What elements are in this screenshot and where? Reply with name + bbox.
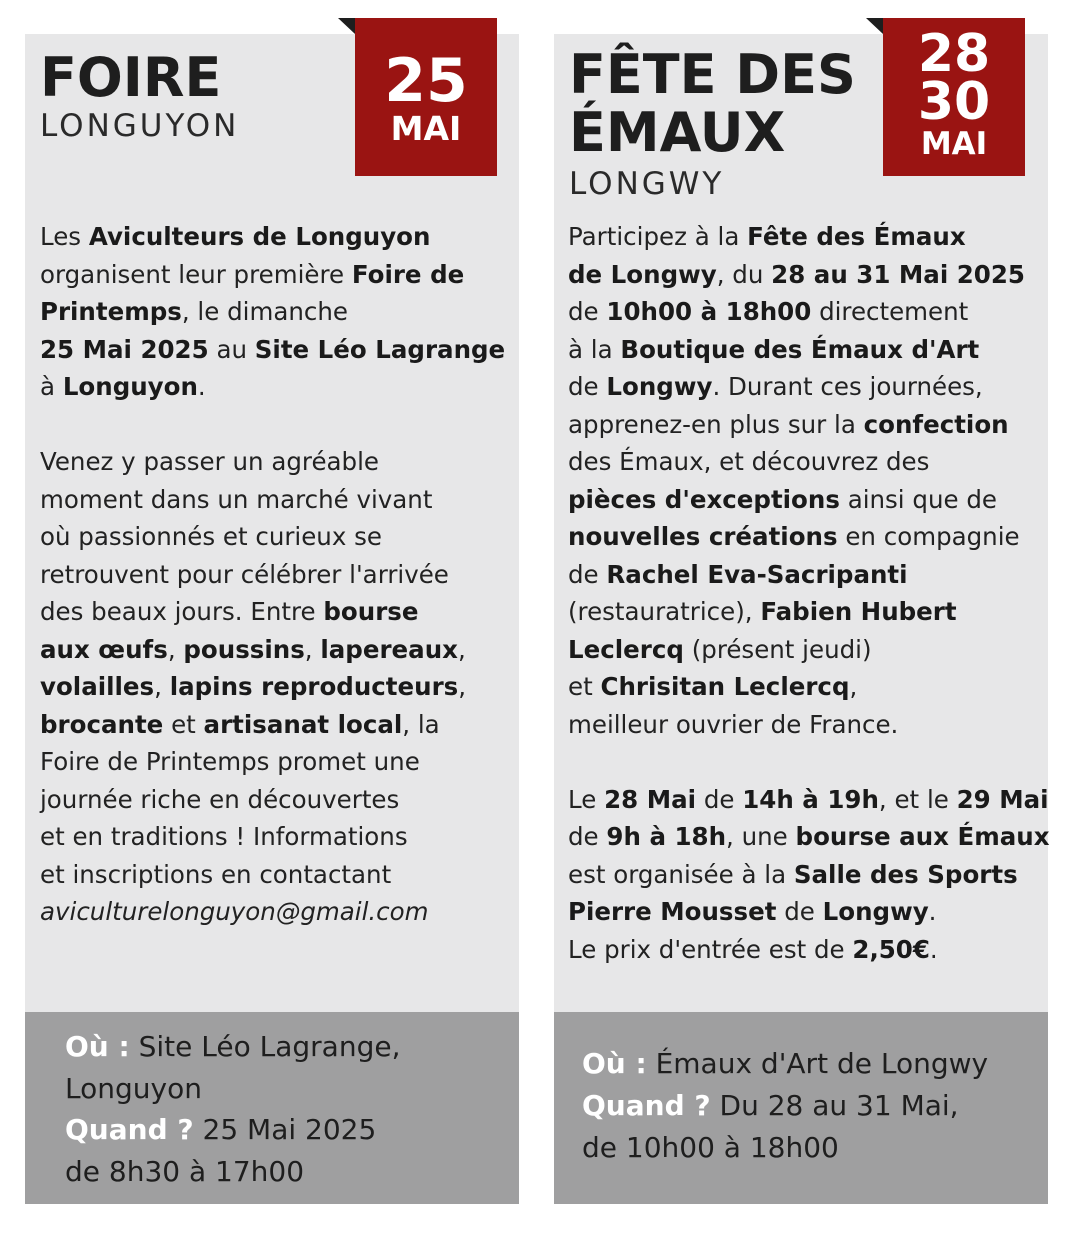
text-run: (restauratrice), bbox=[568, 597, 761, 626]
bold-text: Pierre Mousset bbox=[568, 897, 777, 926]
description-line bbox=[40, 518, 505, 556]
text-run: et en traditions ! Informations bbox=[40, 822, 408, 851]
description-line bbox=[40, 218, 505, 256]
bold-text: 14h à 19h bbox=[742, 784, 879, 814]
text-run: , bbox=[167, 634, 184, 664]
description-line bbox=[40, 818, 505, 856]
text-run: apprenez-en plus sur la bbox=[568, 409, 864, 439]
description-line bbox=[568, 668, 1050, 706]
description-line bbox=[40, 706, 505, 744]
where-row bbox=[65, 1026, 509, 1109]
bold-text: Boutique des Émaux d'Art bbox=[620, 334, 980, 364]
text-run: de bbox=[696, 784, 743, 814]
bold-text: Fabien Hubert bbox=[760, 597, 957, 626]
badge-month: MAI bbox=[390, 109, 462, 148]
description-line bbox=[40, 593, 505, 631]
text-run: de bbox=[568, 372, 607, 401]
when-value-line2: de 10h00 à 18h00 bbox=[582, 1130, 839, 1164]
description-line bbox=[568, 443, 1050, 481]
description-line bbox=[568, 593, 1050, 631]
where-value: Site Léo Lagrange, bbox=[138, 1030, 401, 1063]
text-run: de bbox=[568, 559, 607, 589]
description-line bbox=[568, 331, 1050, 369]
event-description bbox=[40, 218, 505, 931]
bold-text: 29 Mai bbox=[956, 784, 1049, 814]
when-value: Du 28 au 31 Mai, bbox=[719, 1089, 959, 1122]
bold-text: lapins reproducteurs bbox=[169, 672, 459, 701]
description-line bbox=[568, 781, 1050, 819]
bold-text: Aviculteurs de Longuyon bbox=[88, 222, 431, 251]
text-run: des beaux jours. Entre bbox=[40, 597, 324, 626]
description-line bbox=[568, 518, 1050, 556]
bold-text: 2,50€ bbox=[852, 934, 930, 964]
badge-corner-fold bbox=[338, 18, 355, 34]
text-run: en compagnie bbox=[837, 522, 1020, 551]
bold-text: volailles bbox=[40, 672, 155, 701]
event-title bbox=[569, 43, 856, 164]
date-badge bbox=[355, 18, 497, 176]
text-run: et bbox=[568, 672, 601, 701]
bold-text: Salle des Sports bbox=[793, 859, 1018, 889]
text-run: , le dimanche bbox=[181, 297, 348, 326]
text-run: . bbox=[928, 897, 937, 926]
text-run: au bbox=[208, 334, 255, 364]
description-line bbox=[40, 368, 505, 406]
event-location-subtitle: LONGWY bbox=[569, 166, 725, 202]
text-run: directement bbox=[811, 297, 969, 326]
text-run: de bbox=[568, 297, 607, 326]
description-line bbox=[568, 556, 1050, 594]
bold-text: poussins bbox=[183, 634, 305, 664]
text-run: est organisée à la bbox=[568, 859, 794, 889]
text-run: de bbox=[776, 897, 823, 926]
description-line bbox=[40, 443, 505, 481]
bold-text: confection bbox=[863, 409, 1009, 439]
when-row bbox=[65, 1109, 509, 1192]
description-line bbox=[40, 556, 505, 594]
description-line bbox=[40, 668, 505, 706]
bold-text: Fête des Émaux bbox=[747, 222, 966, 251]
text-run: organisent leur première bbox=[40, 259, 352, 289]
where-value: Émaux d'Art de Longwy bbox=[655, 1047, 989, 1080]
description-line bbox=[40, 293, 505, 331]
text-run: à bbox=[40, 372, 63, 401]
text-run: . Durant ces journées, bbox=[712, 372, 983, 401]
when-value: 25 Mai 2025 bbox=[202, 1113, 377, 1146]
text-run: des Émaux, et découvrez des bbox=[568, 447, 930, 476]
description-paragraph bbox=[568, 218, 1050, 743]
description-line bbox=[568, 256, 1050, 294]
description-line bbox=[40, 631, 505, 669]
text-run: . bbox=[929, 934, 938, 964]
badge-month: MAI bbox=[920, 126, 988, 162]
event-card-body bbox=[25, 34, 519, 1012]
text-run: , bbox=[304, 634, 321, 664]
text-run: retrouvent pour célébrer l'arrivée bbox=[40, 559, 449, 589]
bold-text: Longwy bbox=[606, 372, 713, 401]
event-card-fete-des-emaux bbox=[554, 24, 1050, 1204]
text-run: , bbox=[458, 672, 467, 701]
text-run: moment dans un marché vivant bbox=[40, 484, 433, 514]
when-label: Quand ? bbox=[582, 1089, 711, 1122]
bold-text: pièces d'exceptions bbox=[568, 484, 840, 514]
date-badge bbox=[883, 18, 1025, 176]
description-line bbox=[40, 893, 505, 931]
text-run: où passionnés et curieux se bbox=[40, 522, 382, 551]
text-run: de bbox=[568, 822, 607, 851]
description-line bbox=[40, 743, 505, 781]
description-line bbox=[40, 331, 505, 369]
text-run: journée riche en découvertes bbox=[40, 784, 400, 814]
event-location-subtitle: LONGUYON bbox=[40, 108, 240, 144]
bold-text: 28 au 31 Mai 2025 bbox=[771, 259, 1025, 289]
event-info-footer bbox=[554, 1012, 1048, 1204]
text-run: et bbox=[163, 709, 204, 739]
description-line bbox=[40, 781, 505, 819]
where-row bbox=[582, 1043, 1038, 1085]
text-run: , et le bbox=[878, 784, 957, 814]
text-run: , bbox=[457, 634, 466, 664]
bold-text: 28 Mai bbox=[604, 784, 697, 814]
event-title-line: FÊTE DES bbox=[569, 43, 856, 106]
event-info-footer bbox=[25, 1012, 519, 1204]
description-line bbox=[568, 818, 1050, 856]
text-run: meilleur ouvrier de France. bbox=[568, 709, 899, 739]
bold-text: Site Léo Lagrange bbox=[254, 334, 506, 364]
bold-text: 9h à 18h bbox=[606, 822, 727, 851]
description-line bbox=[568, 293, 1050, 331]
bold-text: Rachel Eva-Sacripanti bbox=[606, 559, 908, 589]
description-line bbox=[568, 481, 1050, 519]
text-run: à la bbox=[568, 334, 621, 364]
where-label: Où : bbox=[65, 1030, 130, 1063]
event-title-line: ÉMAUX bbox=[569, 101, 786, 164]
description-line bbox=[40, 856, 505, 894]
description-line bbox=[568, 406, 1050, 444]
badge-corner-fold bbox=[866, 18, 883, 34]
event-description bbox=[568, 218, 1050, 968]
description-line bbox=[568, 931, 1050, 969]
description-line bbox=[568, 631, 1050, 669]
event-card-body bbox=[554, 34, 1048, 1012]
when-row bbox=[582, 1085, 1038, 1168]
bold-text: aux œufs bbox=[40, 634, 168, 664]
text-run: Venez y passer un agréable bbox=[40, 447, 379, 476]
event-card-foire-longuyon bbox=[25, 34, 519, 1204]
bold-text: bourse bbox=[323, 597, 419, 626]
description-paragraph bbox=[40, 443, 505, 931]
where-label: Où : bbox=[582, 1047, 647, 1080]
bold-text: 10h00 à 18h00 bbox=[606, 297, 812, 326]
text-run: , bbox=[849, 672, 858, 701]
description-paragraph bbox=[568, 781, 1050, 969]
bold-text: Chrisitan Leclercq bbox=[600, 672, 850, 701]
bold-text: Leclercq bbox=[568, 634, 684, 664]
bold-text: Longwy bbox=[822, 897, 929, 926]
bold-text: Longuyon bbox=[62, 372, 198, 401]
text-run: et inscriptions en contactant bbox=[40, 859, 392, 889]
text-run: Le bbox=[568, 784, 605, 814]
bold-text: artisanat local bbox=[203, 709, 403, 739]
text-run: . bbox=[197, 372, 206, 401]
description-line bbox=[568, 368, 1050, 406]
text-run: Le prix d'entrée est de bbox=[568, 934, 853, 964]
when-value-line2: de 8h30 à 17h00 bbox=[65, 1154, 305, 1188]
bold-text: de Longwy bbox=[568, 259, 717, 289]
description-line bbox=[568, 218, 1050, 256]
description-line bbox=[568, 706, 1050, 744]
text-run: Foire de Printemps promet une bbox=[40, 747, 420, 776]
badge-day-start: 28 bbox=[917, 24, 991, 84]
text-run: , la bbox=[402, 709, 440, 739]
event-title: FOIRE bbox=[40, 46, 222, 109]
bold-text: Printemps bbox=[40, 297, 182, 326]
description-line bbox=[40, 256, 505, 294]
where-value-line2: Longuyon bbox=[65, 1071, 202, 1105]
badge-day: 25 bbox=[384, 46, 468, 116]
text-run: , bbox=[154, 672, 170, 701]
description-line bbox=[568, 893, 1050, 931]
email-text: aviculturelonguyon@gmail.com bbox=[40, 897, 429, 926]
description-paragraph bbox=[40, 218, 505, 406]
text-run: , du bbox=[716, 259, 772, 289]
when-label: Quand ? bbox=[65, 1113, 194, 1146]
text-run: ainsi que de bbox=[839, 484, 997, 514]
text-run: , une bbox=[726, 822, 796, 851]
text-run: Participez à la bbox=[568, 222, 748, 251]
text-run: Les bbox=[40, 222, 89, 251]
description-line bbox=[40, 481, 505, 519]
bold-text: lapereaux bbox=[320, 634, 458, 664]
text-run: (présent jeudi) bbox=[683, 634, 872, 664]
bold-text: Foire de bbox=[351, 259, 465, 289]
description-line bbox=[568, 856, 1050, 894]
badge-day-end: 30 bbox=[917, 72, 991, 132]
bold-text: 25 Mai 2025 bbox=[40, 334, 209, 364]
bold-text: bourse aux Émaux bbox=[795, 822, 1050, 851]
bold-text: brocante bbox=[40, 709, 164, 739]
bold-text: nouvelles créations bbox=[568, 522, 838, 551]
